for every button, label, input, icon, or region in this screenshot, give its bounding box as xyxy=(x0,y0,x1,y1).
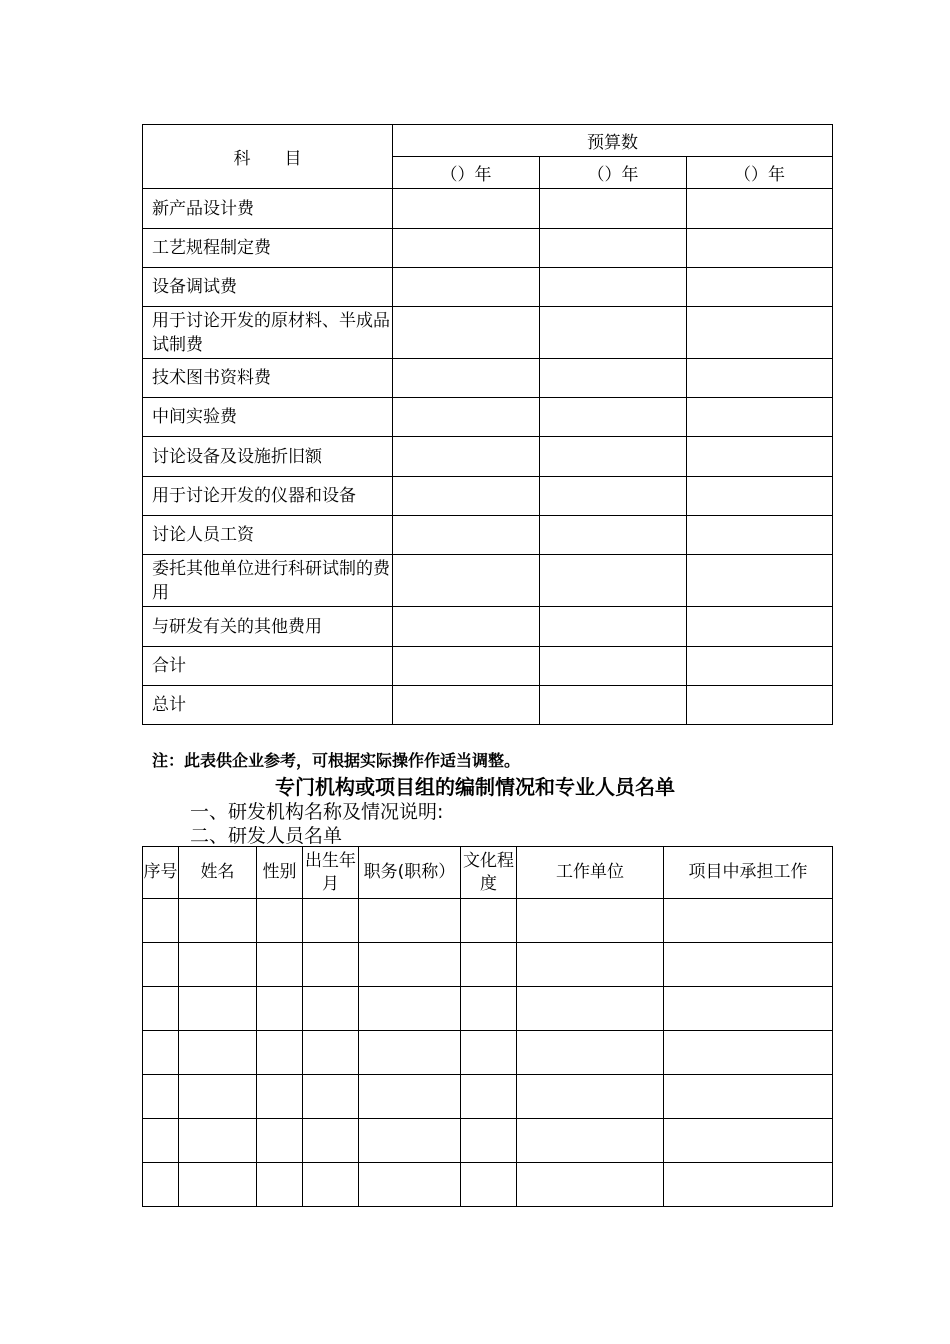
staff-cell[interactable] xyxy=(461,1119,517,1163)
staff-cell[interactable] xyxy=(359,1031,461,1075)
page-title: 专门机构或项目组的编制情况和专业人员名单 xyxy=(275,775,675,799)
budget-cell[interactable] xyxy=(393,437,540,477)
staff-cell[interactable] xyxy=(257,1031,303,1075)
staff-cell[interactable] xyxy=(461,899,517,943)
staff-cell[interactable] xyxy=(517,943,664,987)
staff-row xyxy=(143,1119,833,1163)
staff-cell[interactable] xyxy=(143,899,179,943)
staff-cell[interactable] xyxy=(257,1119,303,1163)
staff-cell[interactable] xyxy=(179,987,257,1031)
staff-cell[interactable] xyxy=(664,943,833,987)
staff-cell[interactable] xyxy=(143,1031,179,1075)
budget-cell[interactable] xyxy=(393,555,540,607)
budget-cell[interactable] xyxy=(540,686,687,725)
staff-cell[interactable] xyxy=(517,1163,664,1207)
header-position: 职务(职称） xyxy=(359,847,461,899)
staff-cell[interactable] xyxy=(303,943,359,987)
header-index: 序号 xyxy=(143,847,179,899)
staff-cell[interactable] xyxy=(179,1119,257,1163)
year-header: （）年 xyxy=(540,157,687,189)
budget-cell[interactable] xyxy=(687,437,833,477)
budget-row xyxy=(143,647,833,686)
budget-row xyxy=(143,268,833,307)
budget-cell[interactable] xyxy=(687,686,833,725)
budget-row-label: 技术图书资料费 xyxy=(143,359,393,398)
budget-row-label: 讨论设备及设施折旧额 xyxy=(143,437,393,477)
staff-row xyxy=(143,943,833,987)
staff-cell[interactable] xyxy=(461,1031,517,1075)
table-note: 注：此表供企业参考，可根据实际操作作适当调整。 xyxy=(152,751,521,770)
budget-cell[interactable] xyxy=(540,307,687,359)
budget-row-label: 合计 xyxy=(143,647,393,686)
budget-cell[interactable] xyxy=(687,398,833,437)
staff-cell[interactable] xyxy=(179,1031,257,1075)
staff-cell[interactable] xyxy=(517,899,664,943)
header-role: 项目中承担工作 xyxy=(664,847,833,899)
budget-cell[interactable] xyxy=(540,647,687,686)
staff-cell[interactable] xyxy=(664,899,833,943)
budget-cell[interactable] xyxy=(393,268,540,307)
staff-cell[interactable] xyxy=(359,1119,461,1163)
header-birth: 出生年月 xyxy=(303,847,359,899)
budget-row-label: 设备调试费 xyxy=(143,268,393,307)
staff-cell[interactable] xyxy=(257,1075,303,1119)
budget-cell[interactable] xyxy=(393,189,540,229)
budget-cell[interactable] xyxy=(687,607,833,647)
staff-cell[interactable] xyxy=(664,1163,833,1207)
budget-row-label: 工艺规程制定费 xyxy=(143,229,393,268)
budget-cell[interactable] xyxy=(393,516,540,555)
budget-cell[interactable] xyxy=(687,307,833,359)
budget-cell[interactable] xyxy=(393,359,540,398)
budget-cell[interactable] xyxy=(540,189,687,229)
budget-row-label: 总计 xyxy=(143,686,393,725)
budget-cell[interactable] xyxy=(393,686,540,725)
staff-table xyxy=(142,846,833,1207)
section-heading-org: 一、研发机构名称及情况说明: xyxy=(190,801,444,823)
budget-row-label: 讨论人员工资 xyxy=(143,516,393,555)
budget-cell[interactable] xyxy=(540,555,687,607)
budget-table xyxy=(142,124,833,725)
budget-cell[interactable] xyxy=(540,607,687,647)
staff-cell[interactable] xyxy=(517,1031,664,1075)
staff-row xyxy=(143,1163,833,1207)
header-education: 文化程度 xyxy=(461,847,517,899)
staff-header-row xyxy=(143,847,833,899)
budget-cell[interactable] xyxy=(393,229,540,268)
budget-row-label: 用于讨论开发的原材料、半成品试制费 xyxy=(143,307,393,359)
budget-row xyxy=(143,686,833,725)
budget-cell[interactable] xyxy=(393,307,540,359)
staff-cell[interactable] xyxy=(143,1119,179,1163)
staff-cell[interactable] xyxy=(664,1119,833,1163)
budget-cell[interactable] xyxy=(687,229,833,268)
staff-cell[interactable] xyxy=(179,1163,257,1207)
year-header: （）年 xyxy=(687,157,833,189)
staff-row xyxy=(143,1031,833,1075)
budget-row xyxy=(143,398,833,437)
staff-cell[interactable] xyxy=(664,1075,833,1119)
budget-row xyxy=(143,437,833,477)
budget-header: 预算数 xyxy=(393,125,833,157)
budget-row-label: 中间实验费 xyxy=(143,398,393,437)
budget-cell[interactable] xyxy=(540,268,687,307)
budget-cell[interactable] xyxy=(687,268,833,307)
staff-cell[interactable] xyxy=(143,1075,179,1119)
budget-cell[interactable] xyxy=(687,477,833,516)
staff-cell[interactable] xyxy=(303,899,359,943)
staff-cell[interactable] xyxy=(359,1075,461,1119)
budget-cell[interactable] xyxy=(540,229,687,268)
subject-header: 科 目 xyxy=(143,125,393,189)
budget-cell[interactable] xyxy=(393,647,540,686)
staff-cell[interactable] xyxy=(461,943,517,987)
staff-cell[interactable] xyxy=(303,1075,359,1119)
budget-cell[interactable] xyxy=(393,477,540,516)
staff-cell[interactable] xyxy=(303,1163,359,1207)
budget-row-label: 新产品设计费 xyxy=(143,189,393,229)
budget-row-label: 与研发有关的其他费用 xyxy=(143,607,393,647)
staff-cell[interactable] xyxy=(257,943,303,987)
staff-cell[interactable] xyxy=(143,987,179,1031)
staff-cell[interactable] xyxy=(179,943,257,987)
header-employer: 工作单位 xyxy=(517,847,664,899)
header-name: 姓名 xyxy=(179,847,257,899)
staff-cell[interactable] xyxy=(517,987,664,1031)
budget-cell[interactable] xyxy=(393,398,540,437)
staff-cell[interactable] xyxy=(461,987,517,1031)
budget-cell[interactable] xyxy=(540,359,687,398)
staff-cell[interactable] xyxy=(257,899,303,943)
budget-cell[interactable] xyxy=(540,516,687,555)
budget-cell[interactable] xyxy=(687,359,833,398)
budget-cell[interactable] xyxy=(393,607,540,647)
staff-cell[interactable] xyxy=(359,987,461,1031)
staff-cell[interactable] xyxy=(517,1075,664,1119)
staff-cell[interactable] xyxy=(303,1119,359,1163)
staff-cell[interactable] xyxy=(664,1031,833,1075)
budget-row-label: 用于讨论开发的仪器和设备 xyxy=(143,477,393,516)
budget-cell[interactable] xyxy=(687,647,833,686)
budget-cell[interactable] xyxy=(540,398,687,437)
staff-cell[interactable] xyxy=(179,899,257,943)
staff-cell[interactable] xyxy=(517,1119,664,1163)
staff-row xyxy=(143,1075,833,1119)
budget-cell[interactable] xyxy=(540,477,687,516)
staff-row xyxy=(143,899,833,943)
staff-cell[interactable] xyxy=(461,1075,517,1119)
staff-cell[interactable] xyxy=(143,943,179,987)
section-heading-staff: 二、研发人员名单 xyxy=(190,825,343,847)
year-header: （）年 xyxy=(393,157,540,189)
staff-row xyxy=(143,987,833,1031)
staff-cell[interactable] xyxy=(143,1163,179,1207)
staff-cell[interactable] xyxy=(257,987,303,1031)
staff-cell[interactable] xyxy=(303,1031,359,1075)
staff-cell[interactable] xyxy=(257,1163,303,1207)
budget-row xyxy=(143,516,833,555)
budget-row xyxy=(143,359,833,398)
staff-cell[interactable] xyxy=(303,987,359,1031)
budget-cell[interactable] xyxy=(687,189,833,229)
header-gender: 性别 xyxy=(257,847,303,899)
budget-cell[interactable] xyxy=(540,437,687,477)
budget-row xyxy=(143,189,833,229)
budget-row xyxy=(143,555,833,607)
staff-cell[interactable] xyxy=(359,899,461,943)
budget-cell[interactable] xyxy=(687,555,833,607)
budget-row xyxy=(143,229,833,268)
budget-row-label: 委托其他单位进行科研试制的费用 xyxy=(143,555,393,607)
staff-cell[interactable] xyxy=(359,1163,461,1207)
budget-row xyxy=(143,477,833,516)
staff-cell[interactable] xyxy=(461,1163,517,1207)
staff-cell[interactable] xyxy=(664,987,833,1031)
staff-cell[interactable] xyxy=(359,943,461,987)
budget-row xyxy=(143,307,833,359)
budget-cell[interactable] xyxy=(687,516,833,555)
staff-cell[interactable] xyxy=(179,1075,257,1119)
budget-row xyxy=(143,607,833,647)
